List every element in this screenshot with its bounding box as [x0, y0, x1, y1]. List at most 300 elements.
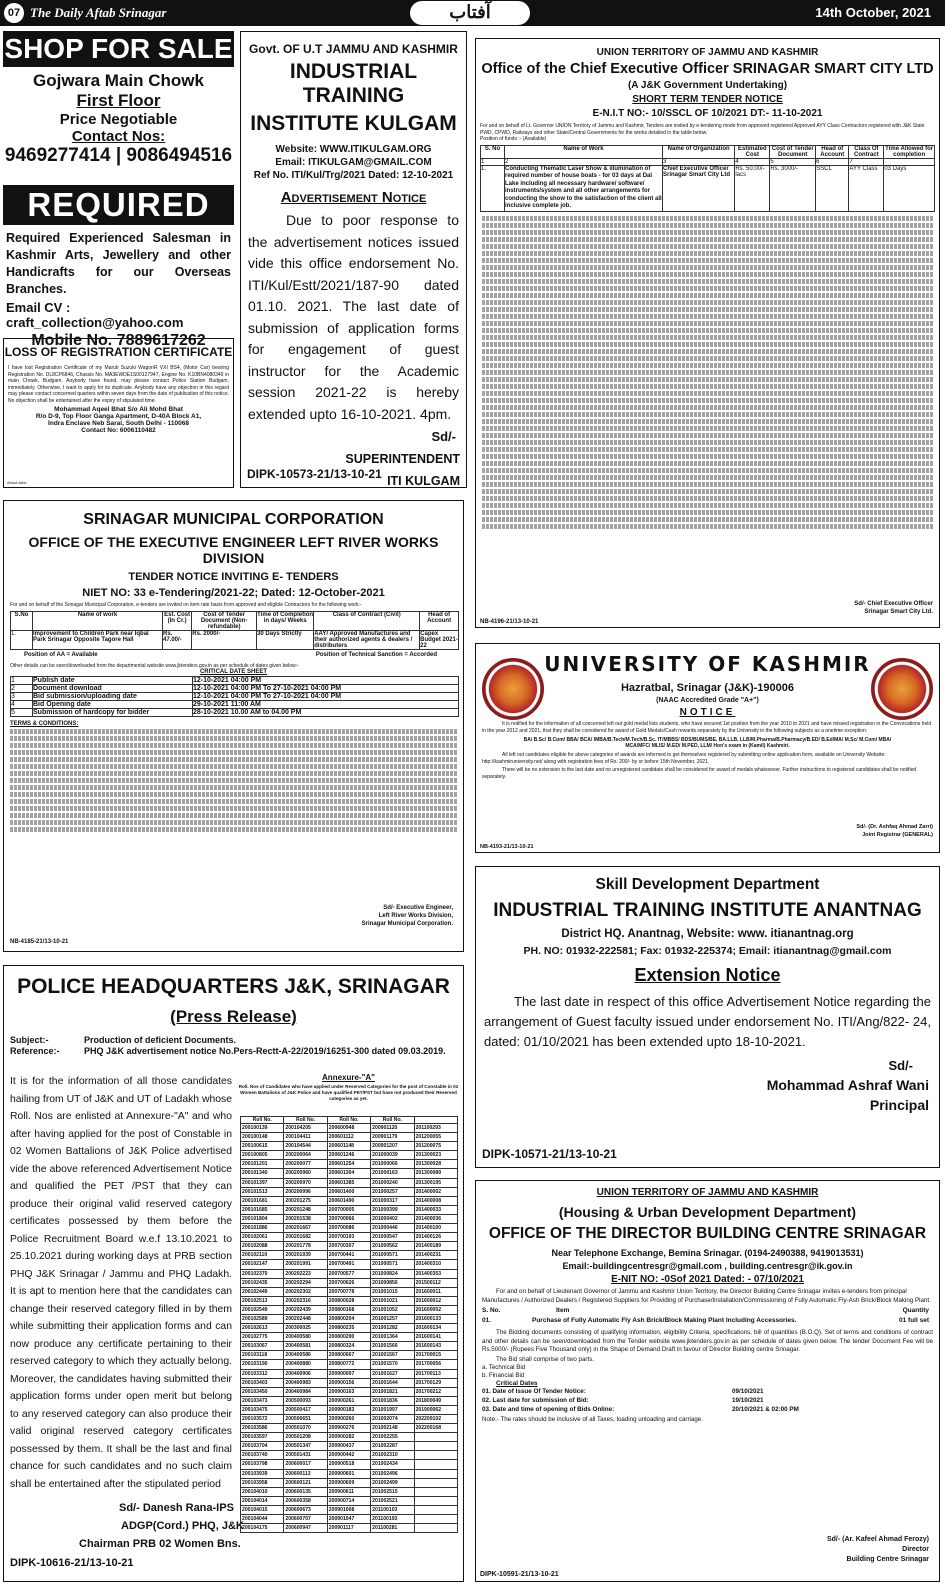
iti-kulgam-sig-1: SUPERINTENDENT [345, 452, 460, 466]
ssc-intro: For and on behalf of Lt. Governor UNION Territory of Jammu and Kashmir, Tenders are invited by e-tendering mode from approved registered Approved AYY Class Contractors registered with J&K State PWD, CPWD, Railways and other State/Central Governments for the works detailed in the table below. [480, 123, 925, 136]
roll-number-cell: 200202302 [284, 1287, 327, 1296]
roll-number-cell: 200400581 [284, 1342, 327, 1351]
phq-sig-2: Chairman PRB 02 Women Bns. [79, 1538, 241, 1550]
ssc-num: 7 [849, 158, 884, 165]
roll-number-cell: 201001567 [371, 1351, 414, 1360]
phq-roll-table [240, 1116, 458, 1533]
smc-critical-dates [10, 676, 459, 717]
roll-number-cell: 201100293 [414, 1124, 457, 1133]
hud-col-qty: Quantity [902, 1307, 929, 1314]
page-number: 07 [4, 3, 24, 23]
hud-body: The Bidding documents consisting of qualifying information, eligibility Criteria, specifications, bill of quantities (B.O.Q). Set of terms and conditions of contract and other details can be seen/downloaded from the Tender website www.jktenders.gov.in as per schedule of dates given below. The tender Document Fee will be Rs.5000/- (Rupees Five Thousand only) in the Shape of Demand Draft in favour of Director Building centre Srinagar. [482, 1329, 933, 1353]
smc-office: OFFICE OF THE EXECUTIVE ENGINEER LEFT RIVER WORKS DIVISION [28, 534, 439, 566]
hud-parts: The Bid shall comprise of two parts. [496, 1355, 595, 1363]
roll-number-cell: 200103958 [241, 1478, 284, 1487]
ssc-num: 2 [505, 158, 663, 165]
roll-number-cell: 200103597 [241, 1433, 284, 1442]
smc-col-sno: S.No [11, 611, 33, 630]
roll-number-cell: 200501347 [284, 1442, 327, 1451]
iti-kulgam-notice [240, 31, 467, 488]
uok-title: UNIVERSITY OF KASHMIR [544, 652, 871, 676]
ssc-enit: E-N.I.T NO:- 10/SSCL OF 10/2021 DT:- 11-10-2021 [592, 108, 823, 119]
phq-annexure-title: Annexure-"A" [322, 1073, 375, 1082]
table-row [241, 1524, 458, 1533]
roll-number-cell: 200500417 [284, 1405, 327, 1414]
uok-body: It is notified for the information of all concerned left out gold medal lists students, who have secured 1st position from the year 2010 to 2021 and have missed registration in the Convocations held in the year 2012 and 2021, that they shall be considered for award of Gold Medals/Cash rewards separately by the University in the following subjects as a onetime exception: [482, 721, 932, 734]
roll-number-cell: 200700491 [327, 1260, 370, 1269]
roll-number-cell: 200900518 [327, 1460, 370, 1469]
roll-number-cell: 201001570 [371, 1360, 414, 1369]
roll-number-cell: 200200064 [284, 1151, 327, 1160]
loss-address-2: Indra Enclave Neb Sarai, South Delhi - 110068 [48, 420, 189, 427]
roll-number-cell: 201400008 [414, 1196, 457, 1205]
table-row [241, 1478, 458, 1487]
roll-number-cell: 200900163 [327, 1387, 370, 1396]
itia-phone: PH. NO: 01932-222581; Fax: 01932-225374; Email: itianantnag@gmail.com [523, 945, 892, 957]
phq-sig-1: ADGP(Cord.) PHQ, J&K [121, 1520, 244, 1532]
roll-number-cell [414, 1442, 457, 1451]
roll-number-cell: 201400353 [414, 1269, 457, 1278]
table-row [241, 1442, 458, 1451]
roll-number-cell: 201002499 [371, 1478, 414, 1487]
itia-address: District HQ. Anantnag, Website: www. itianantnag.org [561, 928, 854, 940]
roll-col-head: Roll No. [371, 1117, 414, 1124]
roll-number-cell: 201000562 [371, 1242, 414, 1251]
smc-col-head: Head of Account [420, 611, 459, 630]
ssc-nb: NB-4196-21/13-10-21 [480, 619, 539, 625]
smc-col-work: Name of work [33, 611, 163, 630]
table-row [241, 1387, 458, 1396]
roll-number-cell: 200102449 [241, 1287, 284, 1296]
shop-contact-label: Contact Nos: [71, 128, 166, 145]
phq-ref-label: Reference:- [10, 1046, 60, 1056]
phq-subject: Production of deficient Documents. [84, 1035, 237, 1045]
shop-location: Gojwara Main Chowk [33, 71, 204, 90]
smc-aa: Position of AA = Available [24, 651, 98, 658]
ssc-row-cost: Rs. 50.00/- lacs [735, 165, 770, 211]
roll-number-cell: 200600947 [284, 1524, 327, 1533]
roll-number-cell: 200201991 [284, 1260, 327, 1269]
roll-number-cell: 200901120 [371, 1124, 414, 1133]
itia-dept: Skill Development Department [595, 876, 820, 893]
issue-date: 14th October, 2021 [815, 5, 931, 20]
roll-number-cell [414, 1478, 457, 1487]
hud-date-2-label: 02. Last date for submission of Bid: [482, 1396, 589, 1404]
roll-number-cell: 201002434 [371, 1460, 414, 1469]
ssc-row-doc: Rs. 3000/- [770, 165, 816, 211]
uok-subjects-1: BA/ B.Sc/ B.Com/ BBA/ BCA/ IMBA/B.Tech/M.Tech/B.Sc. IT/MBBS/ BDS/BUMS/BE, BA.LLB, LLB/M.Pharma/B.Pharmacy/B.ED/ B.Ed/MA/ M.Sc/ M.Com/ MBA/ [523, 737, 892, 743]
loss-tag: About Advt. [7, 480, 28, 485]
roll-number-cell: 200100615 [241, 1142, 284, 1151]
table-row [241, 1342, 458, 1351]
roll-number-cell: 201700015 [414, 1351, 457, 1360]
table-row [241, 1296, 458, 1305]
roll-number-cell: 201200055 [414, 1133, 457, 1142]
smc-row-cost: Rs. 47.00/- [163, 630, 192, 649]
roll-number-cell: 200101685 [241, 1205, 284, 1214]
table-row [241, 1324, 458, 1333]
hud-col-sno: S. No. [482, 1307, 501, 1314]
table-row [241, 1178, 458, 1187]
roll-number-cell: 200501070 [284, 1424, 327, 1433]
roll-number-cell: 201500112 [414, 1278, 457, 1287]
smc-nb: NB-4185-21/13-10-21 [10, 939, 69, 945]
roll-number-cell: 200202448 [284, 1314, 327, 1323]
smc-row-doc: Rs. 2000/- [192, 630, 257, 649]
roll-number-cell: 201000547 [371, 1233, 414, 1242]
roll-number-cell: 200103403 [241, 1378, 284, 1387]
smc-row-work: Improvement to Children Park near Iqbal Park Srinagar Opposite Tagore Hall [33, 630, 163, 649]
roll-number-cell: 200100148 [241, 1133, 284, 1142]
smc-note: Other details can be seen/downloaded from the departmental website www.jktenders.gov.in as per schedule of dates given below:- [10, 662, 299, 669]
required-ad [3, 185, 234, 349]
roll-number-cell: 201200075 [414, 1142, 457, 1151]
roll-number-cell: 200103704 [241, 1442, 284, 1451]
hud-dept: (Housing & Urban Development Department) [558, 1204, 857, 1220]
roll-number-cell: 200202223 [284, 1269, 327, 1278]
loss-title: LOSS OF REGISTRATION CERTIFICATE [4, 345, 233, 359]
smc-col-cost: Est. Cost (In Cr.) [163, 611, 192, 630]
itia-sig-1: Mohammad Ashraf Wani [766, 1077, 929, 1093]
roll-number-cell: 200104014 [241, 1496, 284, 1505]
roll-number-cell: 201000856 [371, 1278, 414, 1287]
uok-naac: (NAAC Accredited Grade "A+") [656, 697, 759, 704]
iti-kulgam-ref: Ref No. ITI/Kul/Trg/2021 Dated: 12-10-2021 [253, 170, 454, 181]
smc-terms-fine-print [4, 729, 463, 832]
roll-number-cell: 200900611 [327, 1487, 370, 1496]
table-row [241, 1305, 458, 1314]
roll-number-cell: 200201778 [284, 1242, 327, 1251]
university-seal-left-icon [482, 658, 544, 720]
roll-number-cell: 200101886 [241, 1224, 284, 1233]
roll-number-cell: 200400586 [284, 1351, 327, 1360]
roll-number-cell: 201000399 [371, 1205, 414, 1214]
roll-number-cell: 200900601 [327, 1469, 370, 1478]
iti-kulgam-website: Website: WWW.ITIKULGAM.ORG [275, 144, 432, 155]
table-row [241, 1424, 458, 1433]
roll-number-cell: 201000039 [371, 1151, 414, 1160]
smc-tender-notice [3, 500, 464, 952]
table-row [241, 1369, 458, 1378]
roll-number-cell [414, 1451, 457, 1460]
hud-enit: E-NIT NO: -0Sof 2021 Dated: - 07/10/2021 [611, 1274, 804, 1285]
smc-works-table [10, 611, 459, 650]
ssc-fine-print [476, 216, 939, 529]
roll-number-cell: 200601385 [327, 1178, 370, 1187]
smc-row-head: Capex Budget 2021-22 [420, 630, 458, 649]
roll-number-cell: 200700005 [327, 1205, 370, 1214]
hud-critical-dates: Critical Dates [496, 1379, 538, 1387]
roll-number-cell [414, 1496, 457, 1505]
building-centre-tender-notice [475, 1180, 940, 1582]
table-row [241, 1351, 458, 1360]
roll-number-cell: 200900442 [327, 1451, 370, 1460]
itia-dipk: DIPK-10571-21/13-10-21 [482, 1147, 617, 1161]
iti-kulgam-govt: Govt. OF U.T JAMMU AND KASHMIR [249, 42, 458, 56]
roll-number-cell: 200104175 [241, 1524, 284, 1533]
table-row [241, 1251, 458, 1260]
roll-number-cell: 200400984 [284, 1387, 327, 1396]
roll-number-cell: 200600017 [284, 1460, 327, 1469]
roll-number-cell: 201000402 [371, 1214, 414, 1223]
uok-subjects-2: MCA/MFC/ MLIS/ M.ED/ M.PED, LLM/ Hon's exam in (Kamil) Kashmiri. [625, 743, 790, 749]
roll-number-cell: 200501431 [284, 1451, 327, 1460]
roll-number-cell [414, 1433, 457, 1442]
roll-number-cell: 201600012 [414, 1296, 457, 1305]
table-row [241, 1378, 458, 1387]
roll-number-cell: 201300028 [414, 1160, 457, 1169]
uok-notice-title: NOTICE [679, 707, 736, 718]
loss-address-1: R/o D-9, Top Floor Ganga Apartment, D-40A Block A1, [35, 413, 202, 420]
roll-number-cell: 201600011 [414, 1287, 457, 1296]
roll-number-cell [414, 1460, 457, 1469]
roll-number-cell: 200102589 [241, 1314, 284, 1323]
roll-number-cell: 201001257 [371, 1314, 414, 1323]
roll-number-cell: 201400033 [414, 1205, 457, 1214]
roll-number-cell: 201000571 [371, 1260, 414, 1269]
ssc-num: 3 [663, 158, 735, 165]
roll-number-cell: 200601254 [327, 1160, 370, 1169]
roll-number-cell: 201400231 [414, 1251, 457, 1260]
roll-number-cell: 200500093 [284, 1396, 327, 1405]
table-row [241, 1396, 458, 1405]
roll-number-cell: 201600133 [414, 1314, 457, 1323]
roll-number-cell: 200103798 [241, 1460, 284, 1469]
roll-col-head: Roll No. [327, 1117, 370, 1124]
loss-certificate-notice [3, 338, 234, 488]
ssc-num: 4 [735, 158, 770, 165]
roll-number-cell: 201001997 [371, 1405, 414, 1414]
roll-number-cell: 200700307 [327, 1242, 370, 1251]
table-row [241, 1505, 458, 1514]
required-email: Email CV : craft_collection@yahoo.com [6, 300, 184, 330]
phq-title: POLICE HEADQUARTERS J&K, SRINAGAR [17, 975, 450, 998]
iti-anantnag-notice [475, 866, 940, 1168]
roll-number-cell: 200900007 [327, 1369, 370, 1378]
roll-number-cell: 200901207 [371, 1142, 414, 1151]
roll-number-cell: 200901047 [327, 1515, 370, 1524]
itia-sig-2: Principal [869, 1097, 929, 1113]
roll-number-cell: 200700193 [327, 1233, 370, 1242]
roll-number-cell: 200501208 [284, 1433, 327, 1442]
table-row [241, 1496, 458, 1505]
ssc-row-org: Chief Executive Officer Srinagar Smart City Ltd [663, 165, 735, 211]
iti-kulgam-sd: Sd/- [431, 429, 456, 444]
roll-number-cell: 201700113 [414, 1369, 457, 1378]
ssc-col-work: Name of Work [505, 145, 663, 158]
roll-number-cell: 200300025 [284, 1324, 327, 1333]
roll-number-cell: 200700577 [327, 1269, 370, 1278]
roll-number-cell: 200101201 [241, 1160, 284, 1169]
roll-number-cell: 200600358 [284, 1496, 327, 1505]
roll-number-cell: 200900156 [327, 1378, 370, 1387]
roll-number-cell: 200900437 [327, 1442, 370, 1451]
shop-phones: 9469277414 | 9086494516 [4, 145, 233, 166]
smc-title: SRINAGAR MUNICIPAL CORPORATION [83, 511, 384, 528]
roll-number-cell: 200104044 [241, 1515, 284, 1524]
ssc-title: Office of the Chief Executive Officer SRINAGAR SMART CITY LTD [481, 61, 934, 77]
roll-number-cell: 200102147 [241, 1260, 284, 1269]
ssc-row-class: AYY Class [849, 165, 884, 211]
roll-number-cell: 201400036 [414, 1214, 457, 1223]
roll-number-cell: 201100103 [371, 1505, 414, 1514]
roll-number-cell: 201002521 [371, 1496, 414, 1505]
roll-number-cell: 200200970 [284, 1178, 327, 1187]
roll-number-cell: 200800290 [327, 1333, 370, 1342]
iti-kulgam-title-1: INDUSTRIAL TRAINING [289, 60, 418, 107]
phq-annexure-note: Roll. Nos of Candidates who have applied under Reserved Categories for the post of Constable in 02 Women Battalions of J&K Police and have qualified PET/PST but have not produced their Reserved categories as yet. [238, 1084, 459, 1101]
roll-number-cell: 200102435 [241, 1278, 284, 1287]
roll-number-cell: 200700066 [327, 1214, 370, 1223]
ssc-num: 1 [481, 158, 505, 165]
uok-sd-2: Joint Registrar (GENERAL) [862, 832, 933, 838]
roll-number-cell: 201600141 [414, 1333, 457, 1342]
roll-number-cell: 201400100 [414, 1224, 457, 1233]
roll-number-cell [414, 1469, 457, 1478]
roll-number-cell: 200104015 [241, 1505, 284, 1514]
smc-niet: NIET NO: 33 e-Tendering/2021-22; Dated: 12-October-2021 [82, 587, 385, 599]
table-row [241, 1333, 458, 1342]
ssc-col-class: Class Of Contract [849, 145, 884, 158]
table-row [241, 1224, 458, 1233]
table-row [241, 1433, 458, 1442]
roll-number-cell [414, 1505, 457, 1514]
roll-number-cell: 201800049 [414, 1396, 457, 1405]
table-row [241, 1187, 458, 1196]
roll-number-cell: 200400880 [284, 1360, 327, 1369]
ssc-col-sno: S. No [481, 145, 505, 158]
hud-email: Email:-buildingcentresgr@gmail.com , building.centresgr@ik.gov.in [562, 1261, 853, 1271]
roll-number-cell: 200600948 [327, 1124, 370, 1133]
hud-part-b: b. Financial Bid [482, 1371, 525, 1379]
required-body: Required Experienced Salesman in Kashmir Arts, Jewellery and other Handicrafts for our Overseas Branches. [6, 231, 231, 296]
roll-number-cell: 200500651 [284, 1415, 327, 1424]
roll-number-cell: 200102370 [241, 1269, 284, 1278]
roll-number-cell: 202200102 [414, 1415, 457, 1424]
table-row [241, 1515, 458, 1524]
roll-number-cell: 200700626 [327, 1278, 370, 1287]
roll-number-cell: 200201275 [284, 1196, 327, 1205]
roll-number-cell: 200900276 [327, 1424, 370, 1433]
roll-number-cell: 200103450 [241, 1387, 284, 1396]
police-hq-press-release [3, 965, 464, 1582]
shop-for-sale-ad [3, 31, 234, 179]
roll-number-cell: 200900609 [327, 1478, 370, 1487]
roll-number-cell: 201000317 [371, 1196, 414, 1205]
itia-sd: Sd/- [888, 1058, 913, 1073]
roll-number-cell: 200102110 [241, 1251, 284, 1260]
roll-number-cell: 202200168 [414, 1424, 457, 1433]
smc-col-doc: Cost of Tender Document (Non-refundable) [192, 611, 257, 630]
smc-tender-title: TENDER NOTICE INVITING E- TENDERS [128, 571, 339, 583]
university-seal-right-icon [871, 658, 933, 720]
roll-number-cell: 200601246 [327, 1151, 370, 1160]
hud-row-sno: 01. [482, 1317, 492, 1324]
roll-number-cell: 201001821 [371, 1387, 414, 1396]
hud-date-2: 19/10/2021 [732, 1396, 764, 1404]
roll-number-cell: 200103475 [241, 1405, 284, 1414]
smc-intro: For and on behalf of the Srinagar Municipal Corporation, e-tenders are invited on item rate basis from approved and eligible Contractors for the following work:- [10, 602, 362, 608]
uok-body-2: All left out candidates eligible for above categories of awards are informed to get themselves registered by submitting online application form, available on University Website: http://kashmiruniversity.net/ along with registration fees of Rs. 200/- by or before 15th November, 2021. [482, 752, 886, 765]
roll-number-cell: 201002074 [371, 1415, 414, 1424]
hud-date-3: 20/10/2021 & 02:00 PM [732, 1405, 799, 1413]
roll-number-cell: 201300195 [414, 1178, 457, 1187]
smc-terms-title: TERMS & CONDITIONS: [10, 721, 79, 727]
roll-number-cell: 201001052 [371, 1305, 414, 1314]
roll-number-cell: 200104205 [284, 1124, 327, 1133]
hud-date-1: 09/10/2021 [732, 1387, 764, 1395]
roll-number-cell: 201002255 [371, 1433, 414, 1442]
smc-row-sno: 1. [11, 630, 33, 649]
roll-number-cell: 200103118 [241, 1351, 284, 1360]
table-row [241, 1260, 458, 1269]
iti-kulgam-notice-title: Advertisement Notice [280, 189, 427, 206]
roll-number-cell [414, 1524, 457, 1533]
roll-number-cell: 200103939 [241, 1469, 284, 1478]
ssc-tender-title: SHORT TERM TENDER NOTICE [632, 94, 783, 105]
table-row [241, 1278, 458, 1287]
table-row [241, 1487, 458, 1496]
roll-number-cell: 200201248 [284, 1205, 327, 1214]
itia-notice-title: Extension Notice [634, 965, 781, 985]
roll-number-cell: 200201538 [284, 1214, 327, 1223]
roll-number-cell: 201300023 [414, 1151, 457, 1160]
roll-number-cell: 200101397 [241, 1178, 284, 1187]
table-row [241, 1169, 458, 1178]
smc-col-time: Time of Completion in days/ Weeks [257, 611, 314, 630]
roll-number-cell: 200800168 [327, 1305, 370, 1314]
ssc-num: 5 [770, 158, 816, 165]
ssc-sd-2: Srinagar Smart City Ltd. [864, 609, 933, 615]
roll-number-cell: 201001021 [371, 1296, 414, 1305]
roll-number-cell: 200104544 [284, 1142, 327, 1151]
roll-number-cell: 201000824 [371, 1269, 414, 1278]
table-row [241, 1460, 458, 1469]
roll-number-cell: 201000446 [371, 1224, 414, 1233]
roll-number-cell: 200800204 [327, 1314, 370, 1323]
hud-date-3-label: 03. Date and time of opening of Bids Online: [482, 1405, 615, 1413]
roll-number-cell: 201001644 [371, 1378, 414, 1387]
hud-ut: UNION TERRITORY OF JAMMU AND KASHMIR [596, 1187, 819, 1198]
table-row [241, 1142, 458, 1151]
roll-number-cell: 200900282 [327, 1433, 370, 1442]
roll-number-cell: 201000240 [371, 1178, 414, 1187]
roll-number-cell: 201100281 [371, 1524, 414, 1533]
roll-number-cell: 201600143 [414, 1342, 457, 1351]
hud-note: Note:- The rates should be inclusive of all Taxes, loading unloading and carriage. [482, 1415, 703, 1423]
iti-kulgam-dipk: DIPK-10573-21/13-10-21 [247, 467, 382, 481]
roll-number-cell: 201600134 [414, 1324, 457, 1333]
itia-title: INDUSTRIAL TRAINING INSTITUTE ANANTNAG [493, 900, 922, 921]
ssc-col-doc: Cost of Tender Document [771, 145, 814, 158]
hud-dipk: DIPK-10591-21/13-10-21 [480, 1571, 559, 1578]
roll-number-cell: 201000571 [371, 1251, 414, 1260]
required-mobile: Mobile No. 7889617262 [31, 332, 206, 349]
roll-number-cell: 200901117 [327, 1524, 370, 1533]
roll-number-cell: 200900261 [327, 1396, 370, 1405]
roll-number-cell: 200201939 [284, 1251, 327, 1260]
roll-number-cell: 200102088 [241, 1242, 284, 1251]
table-row [241, 1314, 458, 1323]
iti-kulgam-body: Due to poor response to the advertisement notices issued vide this office endorsement No. ITI/Kul/Estt/2021/187-90 dated 01.10. 2021. The last date of submission of application forms for engagement of guest instructor for the Academic session 2021-22 is hereby extended upto 16-10-2021. 4pm. [248, 212, 459, 422]
smc-row-class: AAY/ Approved Manufactures and their authorized agents & dealers / distributers [314, 630, 420, 649]
hud-address: Near Telephone Exchange, Bemina Srinagar. (0194-2490388, 9419013531) [551, 1248, 864, 1258]
uok-address: Hazratbal, Srinagar (J&K)-190006 [620, 682, 794, 694]
roll-number-cell: 200102613 [241, 1324, 284, 1333]
roll-number-cell: 201000066 [371, 1160, 414, 1169]
table-row: 1 Publish date 12-10-2021 04:00 PM [11, 677, 459, 685]
ssc-col-org: Name of Organization [663, 145, 735, 158]
